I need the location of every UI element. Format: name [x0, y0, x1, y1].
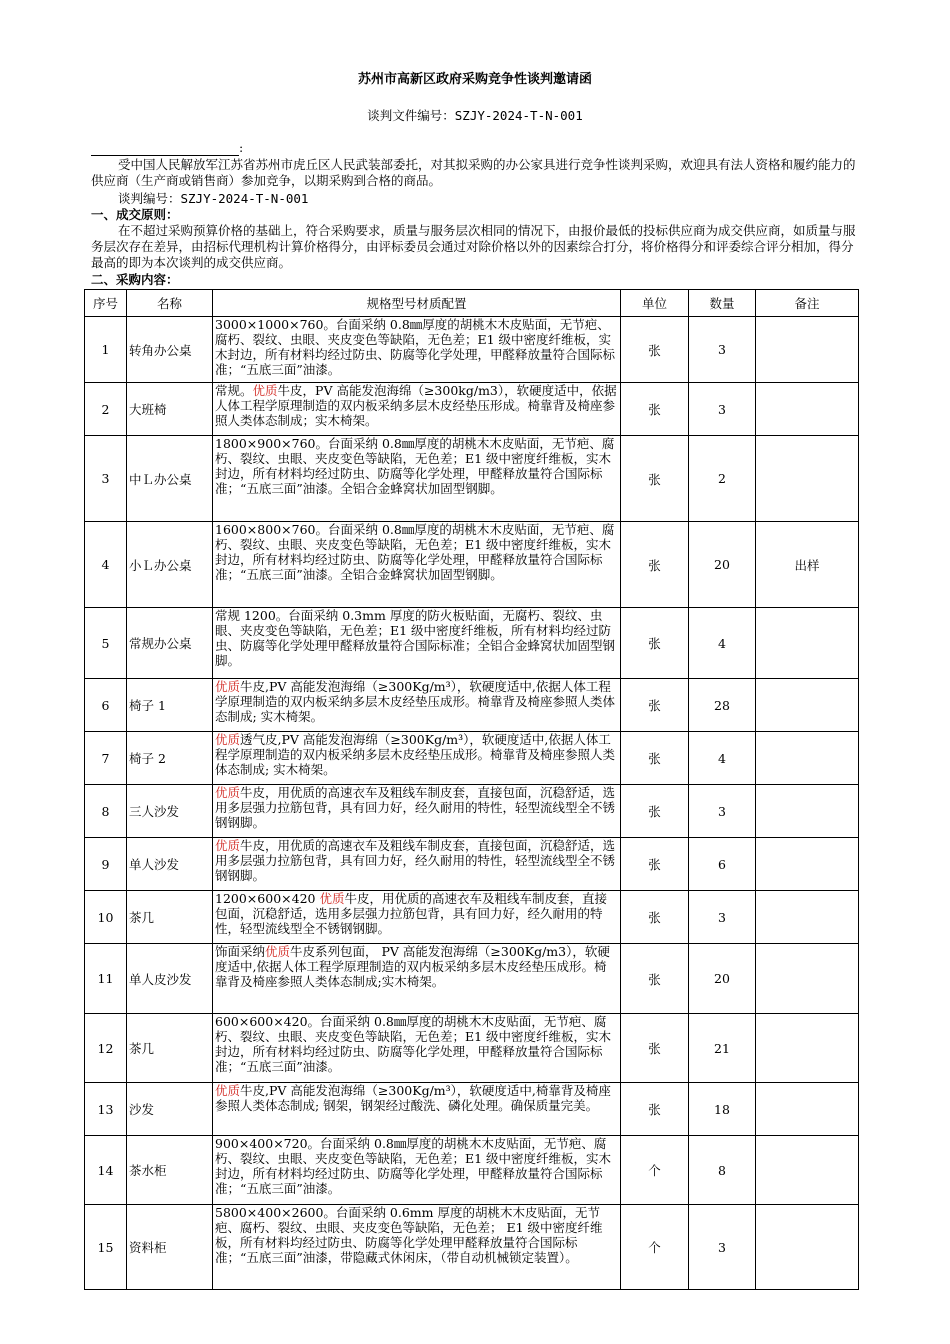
spec-text: 5800×400×2600。台面采纳 0.6mm 厚度的胡桃木木皮贴面，无节疤、腐朽、裂纹、虫眼、夹皮变色等缺陷，无色差； E1 级中密度纤维板，所有材料均经过防虫、防腐等化学处理甲醛释放量符合国际标准；“五底三面”油漆，带隐藏式休闲床，（带自动机械锁定装置）。: [215, 1205, 603, 1265]
cell-number: 8: [85, 785, 127, 838]
spec-highlight: 优质: [265, 944, 291, 959]
cell-number: 11: [85, 944, 127, 1014]
cell-quantity: 20: [689, 944, 756, 1014]
cell-quantity: 18: [689, 1083, 756, 1136]
cell-unit: 个: [621, 1136, 689, 1205]
table-row: [85, 522, 859, 608]
table-row: [85, 1014, 859, 1083]
header-quantity: 数量: [689, 290, 756, 317]
cell-number: 3: [85, 436, 127, 522]
cell-unit: 张: [621, 1014, 689, 1083]
cell-name: 常规办公桌: [127, 608, 213, 679]
spec-text: 900×400×720。台面采纳 0.8㎜厚度的胡桃木木皮贴面，无节疤、腐朽、裂纹、虫眼、夹皮变色等缺陷，无色差；E1 级中密度纤维板，实木封边，所有材料均经过防虫、防腐等化学处理，甲醛释放量符合国际标准；“五底三面”油漆。: [215, 1136, 612, 1196]
table-row: [85, 1136, 859, 1205]
spec-highlight: 优质: [319, 891, 345, 906]
cell-name: 茶水柜: [127, 1136, 213, 1205]
cell-name: 茶几: [127, 1014, 213, 1083]
cell-spec: [213, 785, 621, 838]
spec-text: 600×600×420。台面采纳 0.8㎜厚度的胡桃木木皮贴面，无节疤、腐朽、裂纹、虫眼、夹皮变色等缺陷，无色差；E1 级中密度纤维板，实木封边，所有材料均经过防虫、防腐等化学处理，甲醛释放量符合国际标准；“五底三面”油漆。: [215, 1014, 612, 1074]
section-heading-content: 二、采购内容：: [91, 272, 179, 287]
spec-text: 3000×1000×760。台面采纳 0.8㎜厚度的胡桃木木皮贴面，无节疤、腐朽、裂纹、虫眼、夹皮变色等缺陷，无色差；E1 级中密度纤维板，实木封边，所有材料均经过防虫、防腐等化学处理，甲醛释放量符合国际标准；“五底三面”油漆。: [215, 317, 616, 377]
cell-spec: [213, 522, 621, 608]
cell-number: 15: [85, 1205, 127, 1290]
cell-note: [756, 944, 859, 1014]
cell-spec: [213, 608, 621, 679]
cell-quantity: 3: [689, 785, 756, 838]
cell-note: [756, 436, 859, 522]
section-heading-principle: 一、成交原则：: [91, 207, 179, 222]
spec-highlight: 优质: [252, 383, 278, 398]
cell-note: [756, 891, 859, 944]
table-row: [85, 1205, 859, 1290]
cell-quantity: 3: [689, 317, 756, 383]
header-unit: 单位: [621, 290, 689, 317]
cell-name: 茶几: [127, 891, 213, 944]
table-row: [85, 838, 859, 891]
spec-text: 1800×900×760。台面采纳 0.8㎜厚度的胡桃木木皮贴面，无节疤、腐朽、裂纹、虫眼、夹皮变色等缺陷，无色差；E1 级中密度纤维板，实木封边，所有材料均经过防虫、防腐等化学处理，甲醛释放量符合国际标准；“五底三面”油漆。全铝合金蜂窝状加固型钢脚。: [215, 436, 615, 496]
negotiation-number: 谈判编号：SZJY-2024-T-N-001: [118, 191, 309, 206]
cell-spec: [213, 679, 621, 732]
cell-unit: 张: [621, 383, 689, 436]
cell-name: 椅子 1: [127, 679, 213, 732]
cell-quantity: 3: [689, 891, 756, 944]
cell-note: [756, 383, 859, 436]
cell-note: [756, 679, 859, 732]
cell-unit: 张: [621, 608, 689, 679]
cell-name: 三人沙发: [127, 785, 213, 838]
cell-note: [756, 1014, 859, 1083]
table-row: [85, 944, 859, 1014]
cell-quantity: 21: [689, 1014, 756, 1083]
cell-number: 1: [85, 317, 127, 383]
spec-highlight: 优质: [215, 679, 241, 694]
spec-text: 牛皮，用优质的高速衣车及粗线车制皮套，直接包面，沉稳舒适，选用多层强力拉筋包背，具有回力好，经久耐用的特性，轻型流线型全不锈钢钢脚。: [215, 891, 607, 936]
cell-quantity: 3: [689, 383, 756, 436]
cell-unit: 张: [621, 891, 689, 944]
procurement-table: [84, 289, 859, 1290]
cell-number: 14: [85, 1136, 127, 1205]
spec-text: 牛皮，PV 高能发泡海绵（≥300kg/m3），软硬度适中，依据人体工程学原理制造的双内板采纳多层木皮经垫压形成。椅靠背及椅座参照人类体态制成；实木椅架。: [215, 383, 617, 428]
cell-spec: [213, 732, 621, 785]
cell-spec: [213, 1205, 621, 1290]
cell-note: [756, 1083, 859, 1136]
header-spec: 规格型号材质配置: [213, 290, 621, 317]
table-row: [85, 317, 859, 383]
table-row: [85, 436, 859, 522]
cell-spec: [213, 1014, 621, 1083]
cell-spec: [213, 1083, 621, 1136]
cell-note: [756, 608, 859, 679]
spec-highlight: 优质: [215, 838, 241, 853]
cell-number: 7: [85, 732, 127, 785]
cell-quantity: 20: [689, 522, 756, 608]
intro-paragraph: 受中国人民解放军江苏省苏州市虎丘区人民武装部委托，对其拟采购的办公家具进行竞争性谈判采购，欢迎具有法人资格和履约能力的供应商（生产商或销售商）参加竞争，以期采购到合格的商品。: [91, 157, 856, 188]
cell-name: 中Ｌ办公桌: [127, 436, 213, 522]
spec-text: 牛皮,PV 高能发泡海绵（≥300Kg/m³），软硬度适中,椅靠背及椅座参照人类体态制成; 钢架，钢架经过酸洗、磷化处理。确保质量完美。: [215, 1083, 611, 1113]
cell-number: 13: [85, 1083, 127, 1136]
cell-number: 2: [85, 383, 127, 436]
spec-text: 牛皮系列包面， PV 高能发泡海绵（≥300Kg/m3），软硬度适中,依据人体工程学原理制造的双内板采纳多层木皮经垫压成形。椅靠背及椅座参照人类体态制成;实木椅架。: [215, 944, 610, 989]
spec-text: 常规。: [215, 383, 253, 398]
recipient-blank: [91, 143, 239, 156]
cell-number: 12: [85, 1014, 127, 1083]
cell-unit: 张: [621, 522, 689, 608]
cell-unit: 张: [621, 679, 689, 732]
cell-spec: [213, 891, 621, 944]
cell-quantity: 8: [689, 1136, 756, 1205]
cell-quantity: 28: [689, 679, 756, 732]
table-row: [85, 891, 859, 944]
spec-text: 饰面采纳: [215, 944, 266, 959]
header-name: 名称: [127, 290, 213, 317]
spec-text: 牛皮，用优质的高速衣车及粗线车制皮套，直接包面，沉稳舒适，选用多层强力拉筋包背，具有回力好，经久耐用的特性，轻型流线型全不锈钢钢脚。: [215, 838, 616, 883]
cell-quantity: 3: [689, 1205, 756, 1290]
cell-unit: 张: [621, 838, 689, 891]
salutation-line: [91, 140, 863, 156]
spec-highlight: 优质: [215, 732, 241, 747]
cell-quantity: 4: [689, 608, 756, 679]
cell-unit: 张: [621, 1083, 689, 1136]
spec-text: 1200×600×420: [215, 891, 320, 906]
cell-number: 4: [85, 522, 127, 608]
spec-text: 透气皮,PV 高能发泡海绵（≥300Kg/m³），软硬度适中,依据人体工程学原理制造的双内板采纳多层木皮经垫压成形。椅靠背及椅座参照人类体态制成; 实木椅架。: [215, 732, 616, 777]
cell-note: [756, 838, 859, 891]
cell-name: 单人沙发: [127, 838, 213, 891]
cell-note: [756, 1136, 859, 1205]
cell-name: 转角办公桌: [127, 317, 213, 383]
header-number: 序号: [85, 290, 127, 317]
table-header-row: [85, 290, 859, 317]
cell-number: 9: [85, 838, 127, 891]
cell-unit: 张: [621, 944, 689, 1014]
salutation-colon: :: [239, 140, 244, 155]
cell-unit: 个: [621, 1205, 689, 1290]
spec-highlight: 优质: [215, 1083, 241, 1098]
cell-note: [756, 1205, 859, 1290]
cell-number: 6: [85, 679, 127, 732]
spec-highlight: 优质: [215, 785, 241, 800]
cell-unit: 张: [621, 785, 689, 838]
cell-spec: [213, 944, 621, 1014]
cell-quantity: 4: [689, 732, 756, 785]
cell-note: [756, 732, 859, 785]
cell-spec: [213, 1136, 621, 1205]
cell-quantity: 6: [689, 838, 756, 891]
cell-note: 出样: [756, 522, 859, 608]
table-row: [85, 785, 859, 838]
cell-name: 椅子 2: [127, 732, 213, 785]
table-row: [85, 383, 859, 436]
cell-spec: [213, 383, 621, 436]
cell-number: 5: [85, 608, 127, 679]
cell-spec: [213, 838, 621, 891]
cell-name: 沙发: [127, 1083, 213, 1136]
spec-text: 牛皮,PV 高能发泡海绵（≥300Kg/m³），软硬度适中,依据人体工程学原理制造的双内板采纳多层木皮经垫压成形。椅靠背及椅座参照人类体态制成; 实木椅架。: [215, 679, 616, 724]
document-title: 苏州市高新区政府采购竞争性谈判邀请函: [357, 72, 592, 87]
cell-quantity: 2: [689, 436, 756, 522]
cell-note: [756, 317, 859, 383]
section-text-principle: 在不超过采购预算价格的基础上，符合采购要求，质量与服务层次相同的情况下，由报价最低的投标供应商为成交供应商，如质量与服务层次存在差异，由招标代理机构计算价格得分，由评标委员会通过对除价格以外的因素综合打分，将价格得分和评委综合评分相加，得分最高的即为本次谈判的成交供应商。: [91, 223, 856, 270]
cell-name: 大班椅: [127, 383, 213, 436]
cell-number: 10: [85, 891, 127, 944]
cell-unit: 张: [621, 317, 689, 383]
cell-unit: 张: [621, 732, 689, 785]
spec-text: 常规 1200。台面采纳 0.3mm 厚度的防火板贴面，无腐朽、裂纹、虫眼、夹皮变色等缺陷，无色差；E1 级中密度纤维板，所有材料均经过防虫、防腐等化学处理甲醛释放量符合国际标准；全铝合金蜂窝状加固型钢脚。: [215, 608, 616, 668]
header-note: 备注: [756, 290, 859, 317]
cell-spec: [213, 317, 621, 383]
cell-name: 小Ｌ办公桌: [127, 522, 213, 608]
spec-text: 牛皮，用优质的高速衣车及粗线车制皮套，直接包面，沉稳舒适，选用多层强力拉筋包背，具有回力好，经久耐用的特性，轻型流线型全不锈钢钢脚。: [215, 785, 616, 830]
table-row: [85, 679, 859, 732]
cell-spec: [213, 436, 621, 522]
cell-name: 资料柜: [127, 1205, 213, 1290]
table-row: [85, 1083, 859, 1136]
table-row: [85, 732, 859, 785]
document-number: 谈判文件编号：SZJY-2024-T-N-001: [367, 108, 583, 123]
table-row: [85, 608, 859, 679]
cell-note: [756, 785, 859, 838]
cell-name: 单人皮沙发: [127, 944, 213, 1014]
spec-text: 1600×800×760。台面采纳 0.8㎜厚度的胡桃木木皮贴面，无节疤、腐朽、裂纹、虫眼、夹皮变色等缺陷，无色差；E1 级中密度纤维板，实木封边，所有材料均经过防虫、防腐等化学处理，甲醛释放量符合国际标准；“五底三面”油漆。全铝合金蜂窝状加固型钢脚。: [215, 522, 615, 582]
cell-unit: 张: [621, 436, 689, 522]
